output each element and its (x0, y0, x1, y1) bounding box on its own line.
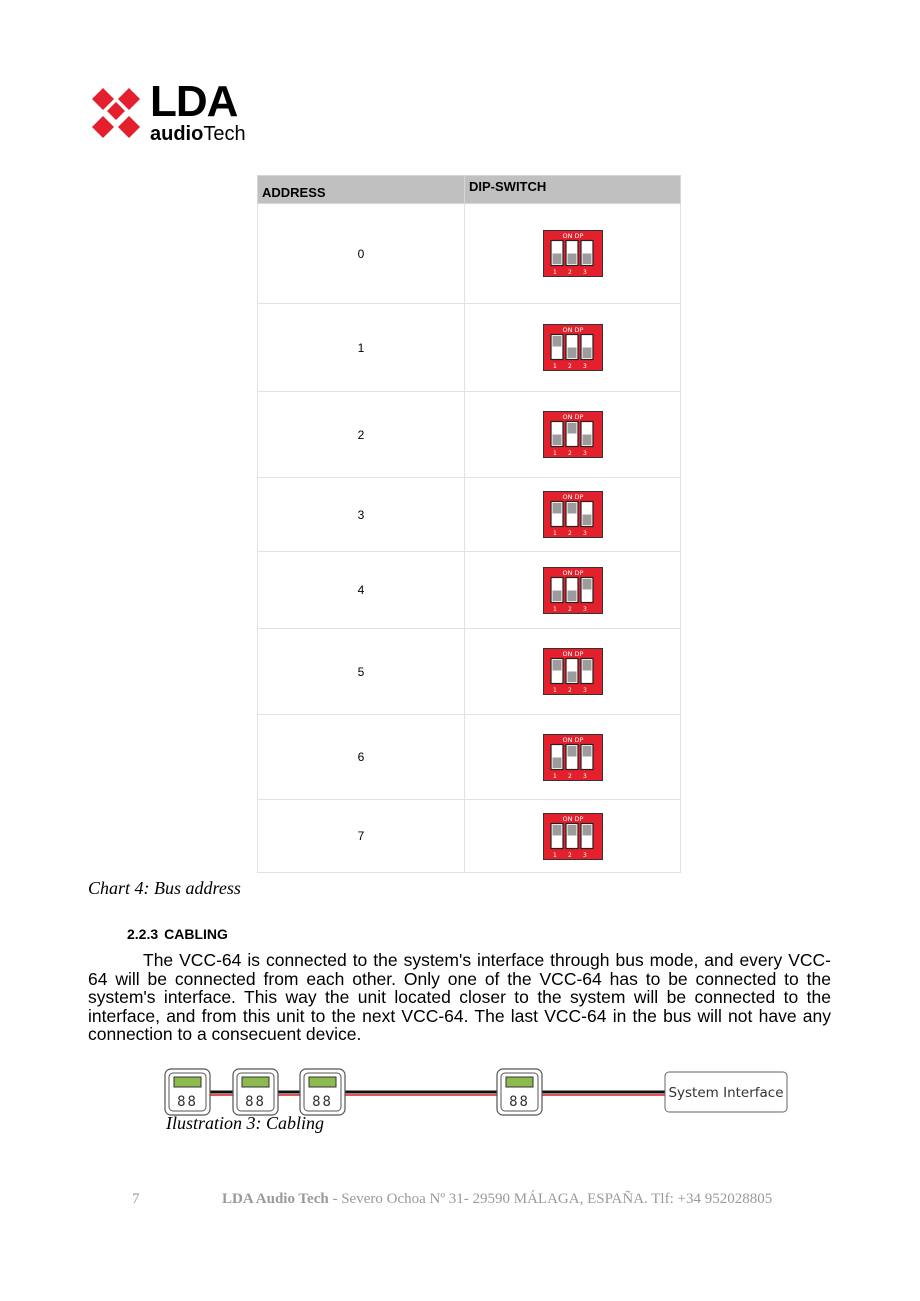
footer-address: LDA Audio Tech - Severo Ochoa Nº 31- 29590 MÁLAGA, ESPAÑA. Tlf: +34 952028805 (222, 1191, 773, 1207)
dip-switch-1 (551, 422, 563, 447)
dip-switch-3 (581, 577, 593, 602)
address-cell: 7 (258, 800, 465, 873)
dip-on-label: ON DP (562, 735, 583, 744)
device-display: 88 (245, 1094, 266, 1110)
dip-number-label: 3 (582, 605, 587, 613)
table-header-row (258, 176, 681, 204)
dip-number-label: 1 (552, 269, 557, 276)
dip-switch-icon (543, 648, 603, 695)
dip-number-label: 3 (582, 450, 587, 457)
bus-address-table (257, 175, 681, 873)
dip-number-label: 1 (552, 851, 557, 859)
dip-switch-3 (581, 823, 593, 848)
dip-on-label: ON DP (562, 232, 583, 240)
table-row (258, 629, 681, 715)
address-column-header: ADDRESS (258, 176, 465, 204)
dip-switch-3 (581, 422, 593, 447)
device-display: 88 (509, 1094, 530, 1110)
dip-number-label: 1 (552, 363, 557, 370)
dip-on-label: ON DP (562, 493, 583, 501)
dip-number-label: 3 (582, 772, 587, 780)
dip-switch-1 (551, 335, 563, 360)
dip-switch-2 (566, 823, 578, 848)
dip-number-label: 2 (567, 450, 572, 457)
page-number: 7 (132, 1191, 140, 1207)
dip-switch-cell (465, 204, 681, 304)
dip-on-label: ON DP (562, 568, 583, 577)
dip-number-label: 1 (552, 687, 557, 694)
dip-number-label: 1 (552, 530, 557, 537)
section-title: CABLING (164, 926, 228, 942)
dip-switch-cell (465, 629, 681, 715)
dip-number-label: 1 (552, 772, 557, 780)
cabling-diagram (163, 1066, 793, 1118)
dip-switch-1 (551, 577, 563, 602)
dip-switch-icon (543, 567, 603, 614)
dip-switch-2 (566, 335, 578, 360)
dip-switch-icon (543, 734, 603, 781)
dip-switch-2 (566, 577, 578, 602)
section-heading (127, 926, 228, 942)
address-cell: 1 (258, 304, 465, 392)
section-number: 2.2.3 (127, 926, 159, 942)
dip-number-label: 2 (567, 851, 572, 859)
address-cell: 5 (258, 629, 465, 715)
vcc-64-device-icon (497, 1069, 542, 1115)
address-cell: 3 (258, 478, 465, 552)
dip-switch-2 (566, 502, 578, 527)
dip-number-label: 2 (567, 687, 572, 694)
table-row (258, 204, 681, 304)
device-display: 88 (177, 1094, 198, 1110)
lda-logo (88, 77, 263, 148)
dip-switch-2 (566, 744, 578, 769)
table-row (258, 715, 681, 800)
dip-switch-cell (465, 800, 681, 873)
dip-switch-1 (551, 823, 563, 848)
dip-on-label: ON DP (562, 814, 583, 823)
dip-number-label: 2 (567, 269, 572, 276)
dip-switch-cell (465, 478, 681, 552)
dip-on-label: ON DP (562, 413, 583, 421)
dip-switch-icon (543, 491, 603, 538)
table-row (258, 800, 681, 873)
dip-switch-3 (581, 502, 593, 527)
table-row (258, 304, 681, 392)
dip-switch-cell (465, 304, 681, 392)
dip-number-label: 3 (582, 269, 587, 276)
dip-switch-3 (581, 335, 593, 360)
address-cell: 0 (258, 204, 465, 304)
dip-number-label: 3 (582, 851, 587, 859)
dip-switch-2 (566, 241, 578, 266)
dip-number-label: 2 (567, 605, 572, 613)
dip-switch-3 (581, 659, 593, 684)
address-cell: 4 (258, 552, 465, 629)
dip-switch-2 (566, 659, 578, 684)
system-interface-label: System Interface (668, 1085, 784, 1101)
dip-number-label: 3 (582, 530, 587, 537)
vcc-64-device-icon (300, 1069, 345, 1115)
dip-switch-icon (543, 411, 603, 458)
dip-switch-icon (543, 324, 603, 371)
dip-switch-3 (581, 744, 593, 769)
dip-on-label: ON DP (562, 650, 583, 658)
dip-number-label: 2 (567, 772, 572, 780)
illustration-caption: Ilustration 3: Cabling (166, 1113, 325, 1133)
table-row (258, 392, 681, 478)
vcc-64-device-icon (165, 1069, 210, 1115)
chart-caption: Chart 4: Bus address (88, 878, 241, 898)
dip-switch-1 (551, 241, 563, 266)
vcc-64-device-icon (233, 1069, 278, 1115)
dip-switch-icon (543, 813, 603, 860)
device-display: 88 (312, 1094, 333, 1110)
logo-subtitle: audioTech (150, 123, 246, 145)
dip-number-label: 2 (567, 530, 572, 537)
dip-switch-cell (465, 552, 681, 629)
dip-switch-2 (566, 422, 578, 447)
dip-switch-3 (581, 241, 593, 266)
system-interface-box (665, 1072, 787, 1112)
address-cell: 6 (258, 715, 465, 800)
dip-number-label: 1 (552, 605, 557, 613)
dip-switch-1 (551, 502, 563, 527)
table-row (258, 478, 681, 552)
dip-switch-1 (551, 744, 563, 769)
table-row (258, 552, 681, 629)
dip-number-label: 2 (567, 363, 572, 370)
dip-switch-1 (551, 659, 563, 684)
dip-switch-column-header: DIP-SWITCH (465, 176, 681, 204)
dip-switch-cell (465, 392, 681, 478)
dip-number-label: 3 (582, 363, 587, 370)
logo-diamond-icon (88, 86, 150, 146)
logo-brand: LDA (150, 77, 238, 126)
dip-switch-icon (543, 230, 603, 277)
address-cell: 2 (258, 392, 465, 478)
dip-switch-cell (465, 715, 681, 800)
dip-number-label: 3 (582, 687, 587, 694)
cabling-paragraph: The VCC-64 is connected to the system's interface through bus mode, and every VCC-64 will be connected from each other. Only one of the VCC-64 has to be connected to the system's interface. This way the unit located closer to the system will be connected to the interface, and from this unit to the next VCC-64. The last VCC-64 in the bus will not have any connection to a consecuent device. (88, 950, 831, 1044)
dip-number-label: 1 (552, 450, 557, 457)
dip-on-label: ON DP (562, 326, 583, 334)
